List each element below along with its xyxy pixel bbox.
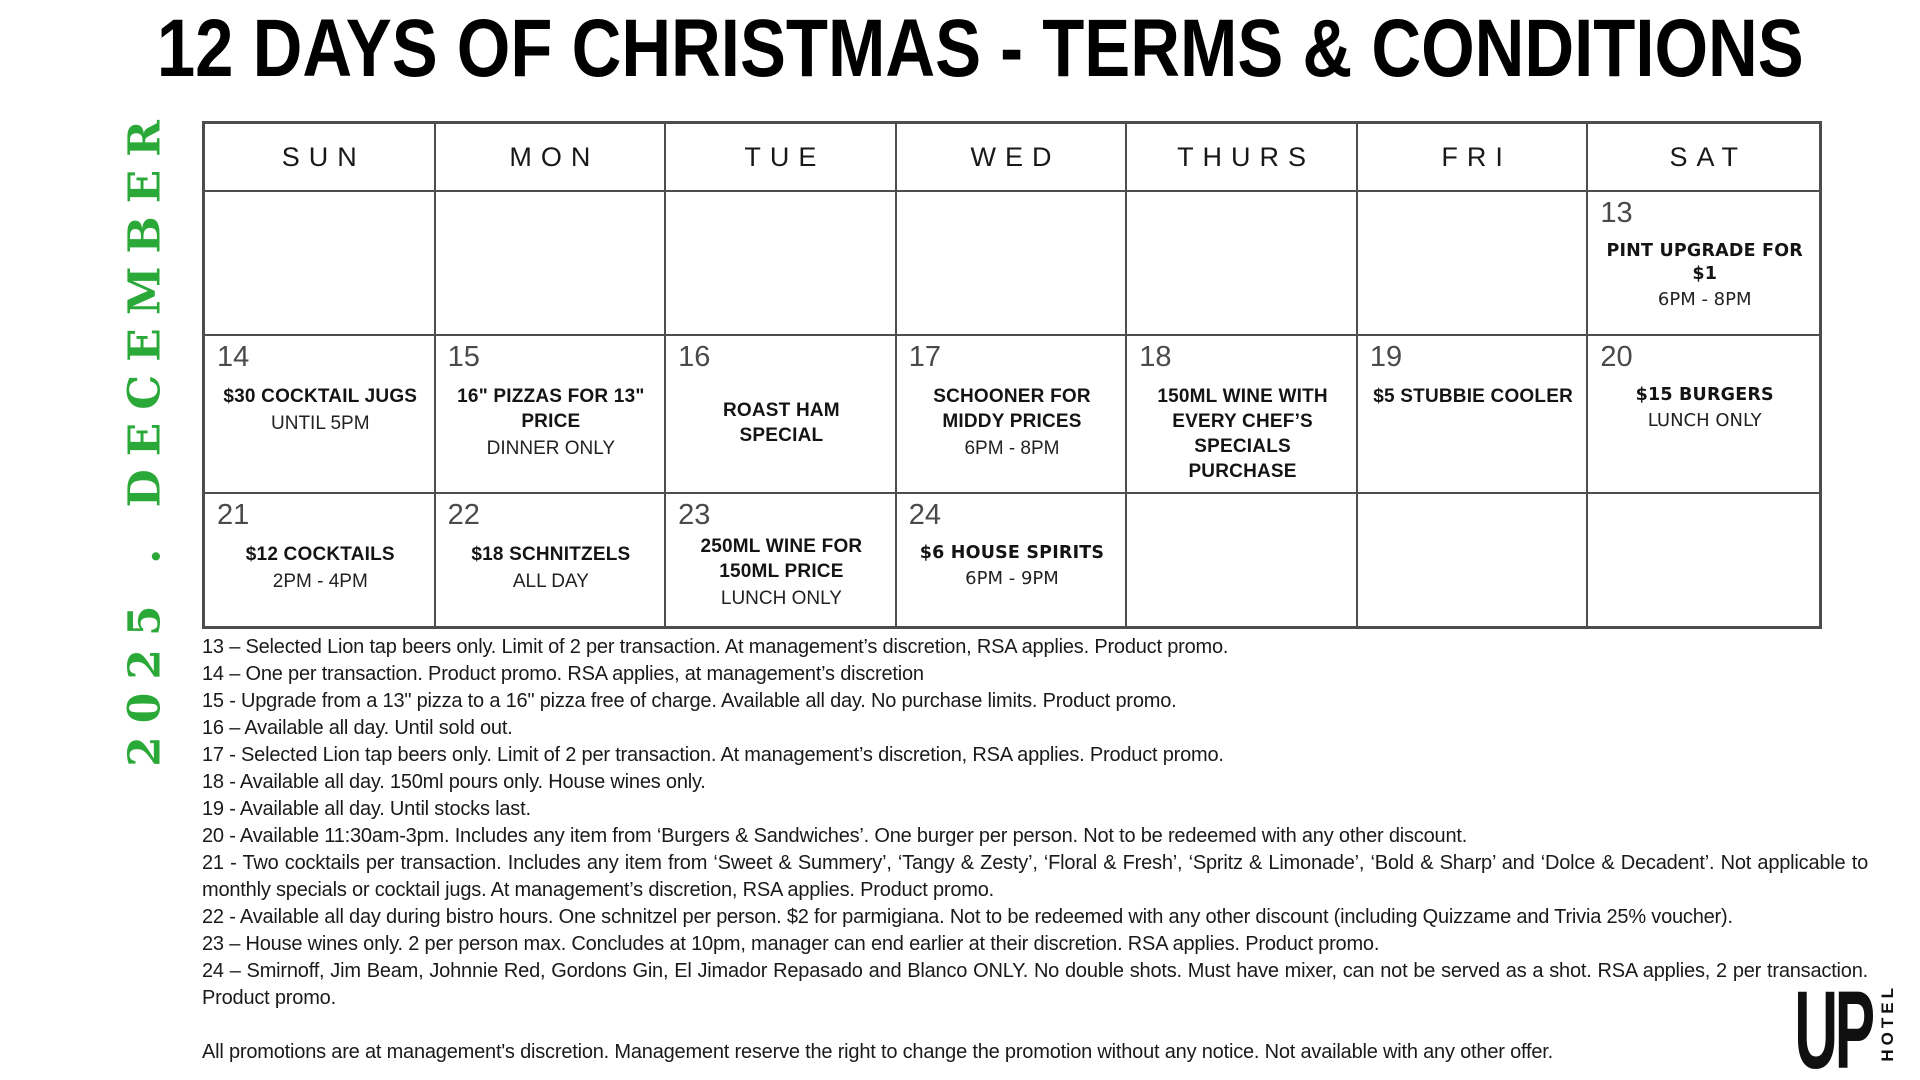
day-number: 18: [1139, 341, 1172, 373]
promo-title: 150ML WINE WITH EVERY CHEF’S SPECIALS PURCHASE: [1157, 385, 1328, 483]
calendar-cell-empty: [1358, 192, 1589, 334]
calendar-cell-empty: [205, 192, 436, 334]
terms-line-23: 23 – House wines only. 2 per person max. Concludes at 10pm, manager can end earlier at their discretion. RSA applies. Product promo.: [202, 933, 1380, 955]
calendar-week-row-3: [205, 492, 1819, 626]
calendar-cell-14: [205, 336, 436, 492]
day-number: 22: [447, 499, 480, 532]
day-number: 16: [678, 341, 711, 373]
promo-title: $12 COCKTAILS: [245, 544, 395, 566]
calendar-cell-16: [666, 336, 897, 492]
calendar-cell-empty: [1127, 494, 1358, 626]
calendar-cell-21: [205, 494, 436, 626]
calendar-cell-17: [897, 336, 1128, 492]
day-number: 14: [217, 341, 250, 373]
calendar-cell-24: [897, 494, 1128, 626]
calendar-cell-15: [436, 336, 667, 492]
terms-section: [202, 634, 1868, 1066]
calendar-cell-empty: [666, 192, 897, 334]
terms-footer: All promotions are at management's discretion. Management reserve the right to change the promotion without any notice. Not available with any other offer.: [202, 1041, 1553, 1063]
day-number: 20: [1600, 341, 1633, 373]
terms-line-17: 17 - Selected Lion tap beers only. Limit of 2 per transaction. At management’s discretion, RSA applies. Product promo.: [202, 744, 1224, 766]
promo-title: $5 STUBBIE COOLER: [1373, 385, 1574, 407]
calendar-cell-20: [1588, 336, 1819, 492]
promo-time: ALL DAY: [512, 571, 589, 593]
calendar-week-row-1: [205, 190, 1819, 334]
month-sidebar-label: 2025 . DECEMBER: [119, 107, 171, 767]
promo-time: LUNCH ONLY: [1647, 409, 1762, 431]
terms-line-19: 19 - Available all day. Until stocks last.: [202, 798, 531, 820]
calendar-cell-23: [666, 494, 897, 626]
day-number: 15: [447, 341, 480, 373]
promo-time: LUNCH ONLY: [720, 588, 842, 610]
day-number: 23: [678, 499, 711, 532]
calendar-cell-empty: [1127, 192, 1358, 334]
calendar-cell-22: [436, 494, 667, 626]
calendar-cell-13: [1588, 192, 1819, 334]
promo-title: ROAST HAM SPECIAL: [722, 399, 840, 446]
promo-title: $30 COCKTAIL JUGS: [223, 385, 418, 407]
terms-line-13: 13 – Selected Lion tap beers only. Limit of 2 per transaction. At management’s discretion, RSA applies. Product promo.: [202, 636, 1229, 658]
page-title: [0, 3, 1920, 94]
promo-title: SCHOONER FOR MIDDY PRICES: [933, 385, 1091, 432]
promo-title: 250ML WINE FOR 150ML PRICE: [700, 536, 863, 583]
calendar-week-row-2: [205, 334, 1819, 492]
promo-time: 6PM - 8PM: [964, 438, 1060, 460]
calendar-cell-empty: [1588, 494, 1819, 626]
promo-title: $18 SCHNITZELS: [471, 544, 631, 566]
calendar-cell-18: [1127, 336, 1358, 492]
weekday-header-thurs: THURS: [1127, 124, 1358, 190]
terms-line-22: 22 - Available all day during bistro hours. One schnitzel per person. $2 for parmigiana. Not to be redeemed with any other discount (including Quizzame and Trivia 25% voucher).: [202, 906, 1733, 928]
weekday-header-wed: WED: [897, 124, 1128, 190]
logo-hotel-text: HOTEL: [1878, 984, 1897, 1062]
weekday-header-sun: SUN: [205, 124, 436, 190]
promo-time: UNTIL 5PM: [271, 412, 370, 434]
weekday-header-tue: TUE: [666, 124, 897, 190]
terms-line-14: 14 – One per transaction. Product promo. RSA applies, at management’s discretion: [202, 663, 924, 685]
day-number: 21: [217, 499, 250, 532]
weekday-header-sat: SAT: [1669, 141, 1747, 172]
terms-line-24: 24 – Smirnoff, Jim Beam, Johnnie Red, Gordons Gin, El Jimador Repasado and Blanco ONLY. No double shots. Must have mixer, can not be served as a shot. RSA applies, 2 per transaction. Product promo.: [202, 960, 1868, 1009]
terms-line-21: 21 - Two cocktails per transaction. Includes any item from ‘Sweet & Summery’, ‘Tangy & Zesty’, ‘Floral & Fresh’, ‘Spritz & Limonade’, ‘Bold & Sharp’ and ‘Dolce & Decadent’. Not applicable to monthly specials or cocktail jugs. At management’s discretion, RSA applies. Product promo.: [202, 852, 1868, 901]
calendar-cell-empty: [1358, 494, 1589, 626]
page-title-text: 12 DAYS OF CHRISTMAS - TERMS & CONDITIONS: [156, 3, 1804, 94]
promo-title: $6 HOUSE SPIRITS: [919, 543, 1105, 564]
promo-time: DINNER ONLY: [486, 438, 616, 460]
terms-line-18: 18 - Available all day. 150ml pours only. House wines only.: [202, 771, 706, 793]
promo-time: 6PM - 9PM: [965, 568, 1059, 590]
day-number: 24: [908, 499, 941, 532]
promo-title: 16" PIZZAS FOR 13" PRICE: [457, 385, 645, 432]
calendar-table: [202, 121, 1822, 629]
day-number: 17: [908, 341, 941, 373]
promo-title: PINT UPGRADE FOR $1: [1606, 240, 1803, 284]
promo-time: 2PM - 4PM: [272, 571, 368, 593]
weekday-header-fri: FRI: [1358, 124, 1589, 190]
hotel-logo: [1731, 969, 1898, 1080]
weekday-header-row: [205, 124, 1819, 190]
day-number: 13: [1600, 197, 1633, 229]
calendar-cell-19: [1358, 336, 1589, 492]
day-number: 19: [1369, 341, 1403, 373]
weekday-header-mon: MON: [436, 124, 667, 190]
logo-up-text: UP: [1794, 969, 1872, 1080]
promo-time: 6PM - 8PM: [1657, 289, 1752, 311]
terms-line-16: 16 – Available all day. Until sold out.: [202, 717, 513, 739]
calendar-cell-empty: [436, 192, 667, 334]
terms-line-15: 15 - Upgrade from a 13" pizza to a 16" pizza free of charge. Available all day. No purchase limits. Product promo.: [202, 690, 1177, 712]
calendar-cell-empty: [897, 192, 1128, 334]
terms-line-20: 20 - Available 11:30am-3pm. Includes any item from ‘Burgers & Sandwiches’. One burger per person. Not to be redeemed with any other discount.: [202, 825, 1468, 847]
promo-title: $15 BURGERS: [1635, 384, 1774, 405]
